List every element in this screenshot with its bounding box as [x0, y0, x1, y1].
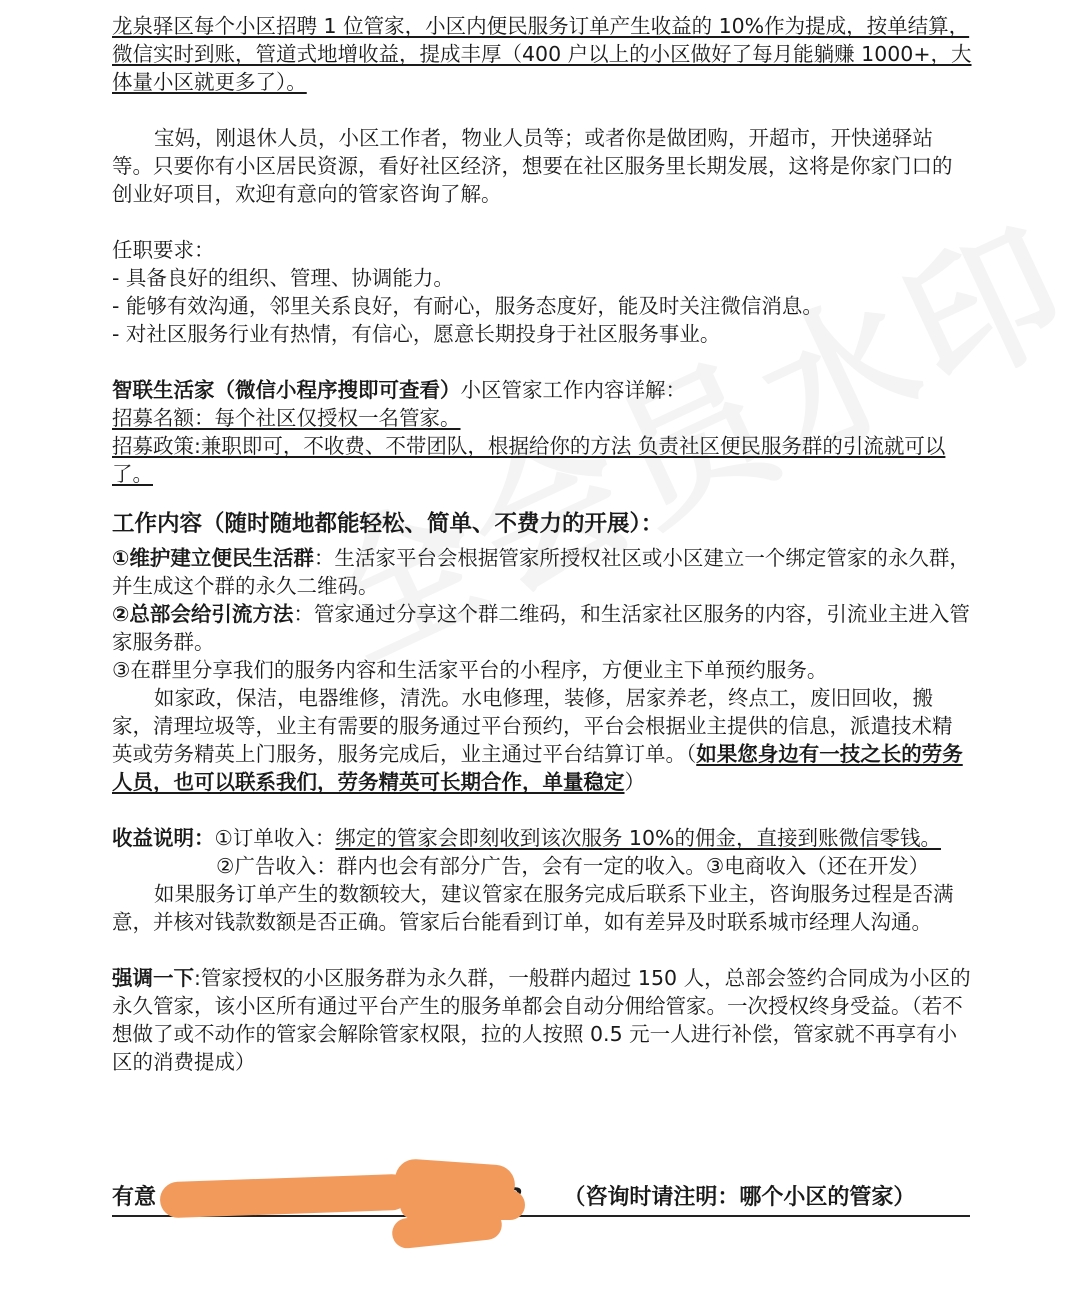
work-item-1 [112, 544, 972, 600]
requirement-item: - 对社区服务行业有热情，有信心，愿意长期投身于社区服务事业。 [112, 322, 721, 346]
emphasis-text: :管家授权的小区服务群为永久群，一般群内超过 150 人，总部会签约合同成为小区的永久管家，该小区所有通过平台产生的服务单都会自动分佣给管家。一次授权终身受益。（若不想做了或不动作的管家会解除管家权限，拉的人按照 0.5 元一人进行补偿，管家就不再享有小区的消费提成） [112, 966, 971, 1074]
platform-name: 智联生活家（微信小程序搜即可查看） [112, 378, 461, 402]
intro-paragraph: 龙泉驿区每个小区招聘 1 位管家，小区内便民服务订单产生收益的 10%作为提成，按单结算，微信实时到账，管道式地增收益，提成丰厚（400 户以上的小区做好了每月能躺赚 1000+，大体量小区就更多了）。 [112, 14, 972, 94]
document-body [112, 12, 972, 1076]
income-label: 收益说明： [112, 826, 215, 850]
work-item-1-heading: ①维护建立便民生活群 [112, 546, 314, 570]
work-item-3: ③在群里分享我们的服务内容和生活家平台的小程序，方便业主下单预约服务。 [112, 658, 828, 682]
work-item-2-text: ：管家通过分享这个群二维码，和生活家社区服务的内容，引流业主进入管家服务群。 [112, 602, 970, 654]
recruit-policy: 招募政策:兼职即可，不收费、不带团队，根据给你的方法 负责社区便民服务群的引流就可以了。 [112, 434, 946, 486]
target-audience-paragraph: 宝妈，刚退休人员，小区工作者，物业人员等；或者你是做团购，开超市，开快递驿站等。只要你有小区居民资源，看好社区经济，想要在社区服务里长期发展，这将是你家门口的创业好项目，欢迎有意向的管家咨询了解。 [112, 126, 953, 206]
platform-title [112, 376, 972, 404]
labor-cooperation-note: 如果您身边有一技之长的劳务人员，也可以联系我们，劳务精英可长期合作，单量稳定 [112, 742, 963, 794]
requirements-title: 任职要求： [112, 238, 215, 262]
work-item-2-heading: ②总部会给引流方法 [112, 602, 294, 626]
work-item-3-close: ） [624, 770, 645, 794]
contact-prefix: 有意 [112, 1185, 157, 1210]
work-content-title: 工作内容（随时随地都能轻松、简单、不费力的开展）： [112, 511, 664, 537]
emphasis-label: 强调一下 [112, 966, 194, 990]
work-item-3-detail-text: 如家政，保洁，电器维修，清洗。水电修理，装修，居家养老，终点工，废旧回收，搬家，清理垃圾等，业主有需要的服务通过平台预约，平台会根据业主提供的信息，派遣技术精英或劳务精英上门服务，服务完成后，业主通过平台结算订单。（ [112, 686, 953, 766]
work-item-3-detail [112, 684, 972, 796]
requirement-item: - 具备良好的组织、管理、协调能力。 [112, 266, 454, 290]
work-item-2 [112, 600, 972, 656]
income-order-label: ①订单收入： [214, 826, 336, 850]
emphasis-paragraph [112, 964, 972, 1076]
platform-title-rest: 小区管家工作内容详解： [460, 378, 686, 402]
contact-note: （咨询时请注明：哪个小区的管家） [563, 1185, 916, 1210]
income-order-text: 绑定的管家会即刻收到该次服务 10%的佣金，直接到账微信零钱。 [335, 826, 941, 850]
work-item-1-text: ：生活家平台会根据管家所授权社区或小区建立一个绑定管家的永久群，并生成这个群的永久二维码。 [112, 546, 970, 598]
requirement-item: - 能够有效沟通，邻里关系良好，有耐心，服务态度好，能及时关注微信消息。 [112, 294, 823, 318]
income-order-line [112, 824, 972, 852]
recruit-quota: 招募名额：每个社区仅授权一名管家。 [112, 406, 461, 430]
income-ad-line: ②广告收入：群内也会有部分广告，会有一定的收入。③电商收入（还在开发） [216, 854, 930, 878]
income-note: 如果服务订单产生的数额较大，建议管家在服务完成后联系下业主，咨询服务过程是否满意，并核对钱款数额是否正确。管家后台能看到订单，如有差异及时联系城市经理人沟通。 [112, 882, 954, 934]
